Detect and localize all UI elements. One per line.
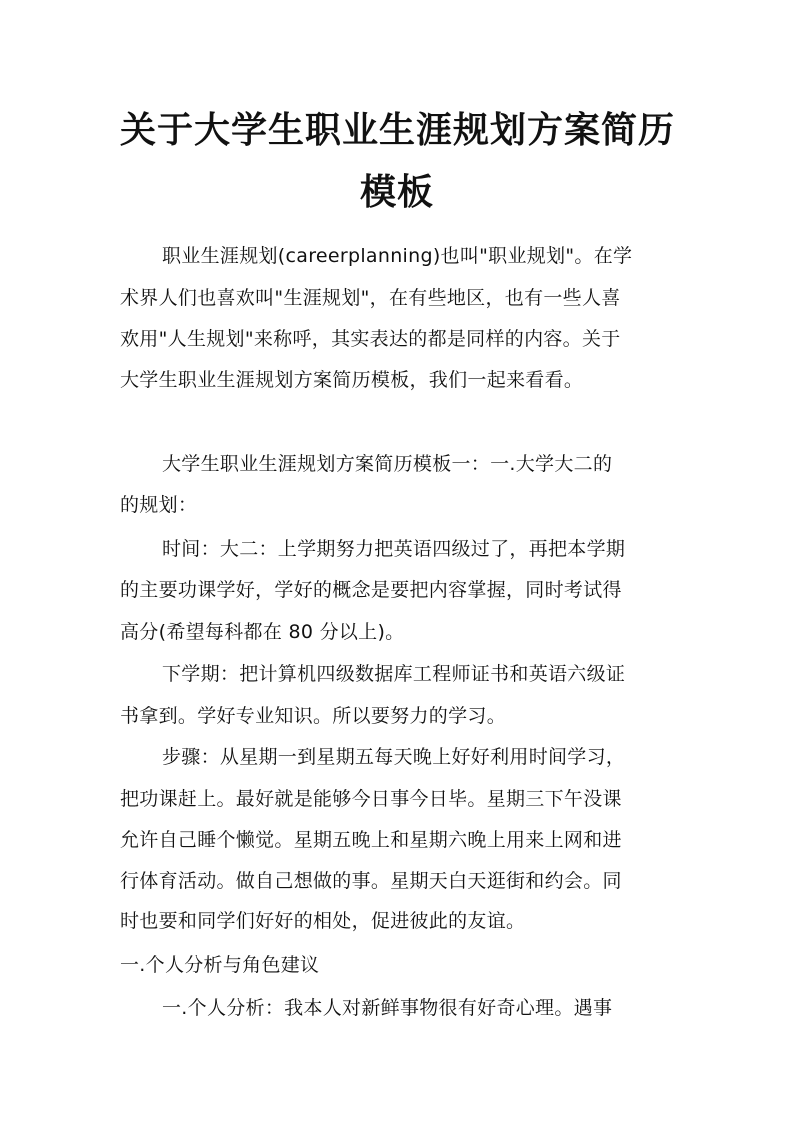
paragraph-line: 行体育活动。做自己想做的事。星期天白天逛街和约会。同: [120, 870, 622, 892]
paragraph-line: 允许自己睡个懒觉。星期五晚上和星期六晚上用来上网和进: [120, 829, 622, 851]
paragraph-line: 一.个人分析：我本人对新鲜事物很有好奇心理。遇事: [162, 997, 613, 1019]
paragraph-line: 步骤：从星期一到星期五每天晚上好好利用时间学习，: [162, 746, 626, 768]
document-title-line-1: 关于大学生职业生涯规划方案简历: [120, 109, 676, 151]
paragraph-line: 欢用"人生规划"来称呼，其实表达的都是同样的内容。关于: [120, 328, 621, 350]
paragraph-line: 大学生职业生涯规划方案简历模板一：一.大学大二的: [162, 453, 613, 475]
paragraph-line: 书拿到。学好专业知识。所以要努力的学习。: [120, 705, 507, 727]
paragraph-line: 把功课赶上。最好就是能够今日事今日毕。星期三下午没课: [120, 788, 622, 810]
paragraph-line: 职业生涯规划(careerplanning)也叫"职业规划"。在学: [162, 245, 633, 267]
document-title-line-2: 模板: [359, 171, 434, 213]
paragraph-line: 高分(希望每科都在 80 分以上)。: [120, 621, 405, 643]
paragraph-line: 术界人们也喜欢叫"生涯规划"，在有些地区，也有一些人喜: [120, 287, 621, 309]
paragraph-line: 的主要功课学好，学好的概念是要把内容掌握，同时考试得: [120, 579, 622, 601]
paragraph-line: 时也要和同学们好好的相处，促进彼此的友谊。: [120, 910, 526, 932]
section-heading: 一.个人分析与角色建议: [120, 954, 320, 976]
paragraph-line: 下学期：把计算机四级数据库工程师证书和英语六级证: [162, 663, 626, 685]
paragraph-line: 时间：大二：上学期努力把英语四级过了，再把本学期: [162, 538, 626, 560]
paragraph-line: 的规划：: [120, 494, 198, 516]
paragraph-line: 大学生职业生涯规划方案简历模板，我们一起来看看。: [120, 369, 584, 391]
